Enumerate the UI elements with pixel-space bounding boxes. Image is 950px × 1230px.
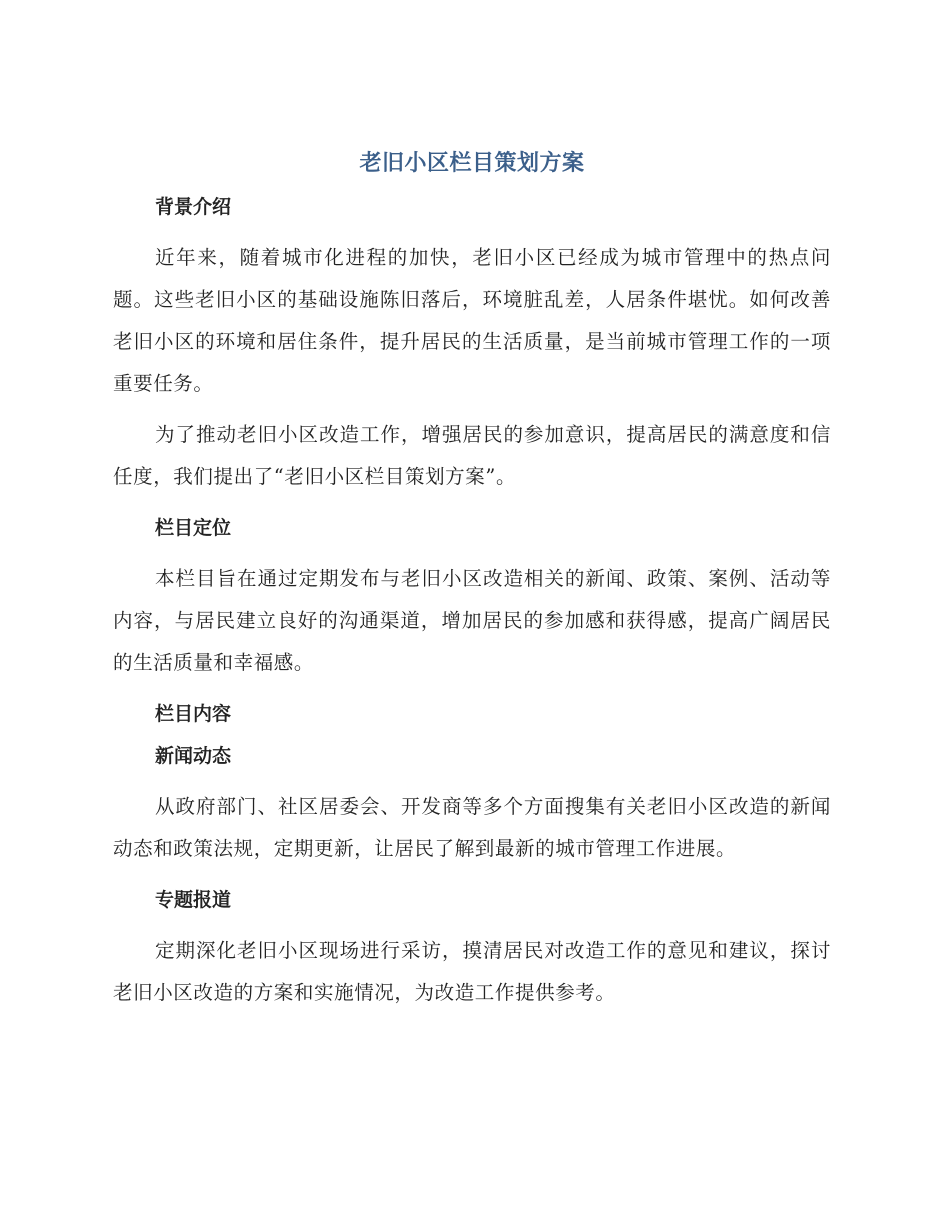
paragraph-background-1: 近年来，随着城市化进程的加快，老旧小区已经成为城市管理中的热点问题。这些老旧小区的基础设施陈旧落后，环境脏乱差，人居条件堪忧。如何改善老旧小区的环境和居住条件，提升居民的生活质量，是当前城市管理工作的一项重要任务。 [113, 246, 831, 395]
section-heading-news: 新闻动态 [155, 745, 232, 767]
paragraph-background-2: 为了推动老旧小区改造工作，增强居民的参加意识，提高居民的满意度和信任度，我们提出了“老旧小区栏目策划方案”。 [113, 423, 831, 488]
section-heading-content: 栏目内容 [155, 703, 232, 725]
paragraph-special-1: 定期深化老旧小区现场进行采访，摸清居民对改造工作的意见和建议，探讨老旧小区改造的方案和实施情况，为改造工作提供参考。 [113, 939, 831, 1004]
section-heading-positioning: 栏目定位 [155, 517, 232, 539]
document-page [113, 142, 831, 1023]
section-heading-special: 专题报道 [155, 889, 232, 911]
paragraph-news-1: 从政府部门、社区居委会、开发商等多个方面搜集有关老旧小区改造的新闻动态和政策法规，定期更新，让居民了解到最新的城市管理工作进展。 [113, 795, 831, 860]
section-heading-background: 背景介绍 [155, 196, 232, 218]
paragraph-positioning-1: 本栏目旨在通过定期发布与老旧小区改造相关的新闻、政策、案例、活动等内容，与居民建立良好的沟通渠道，增加居民的参加感和获得感，提高广阔居民的生活质量和幸福感。 [113, 567, 831, 674]
document-title: 老旧小区栏目策划方案 [359, 151, 585, 176]
